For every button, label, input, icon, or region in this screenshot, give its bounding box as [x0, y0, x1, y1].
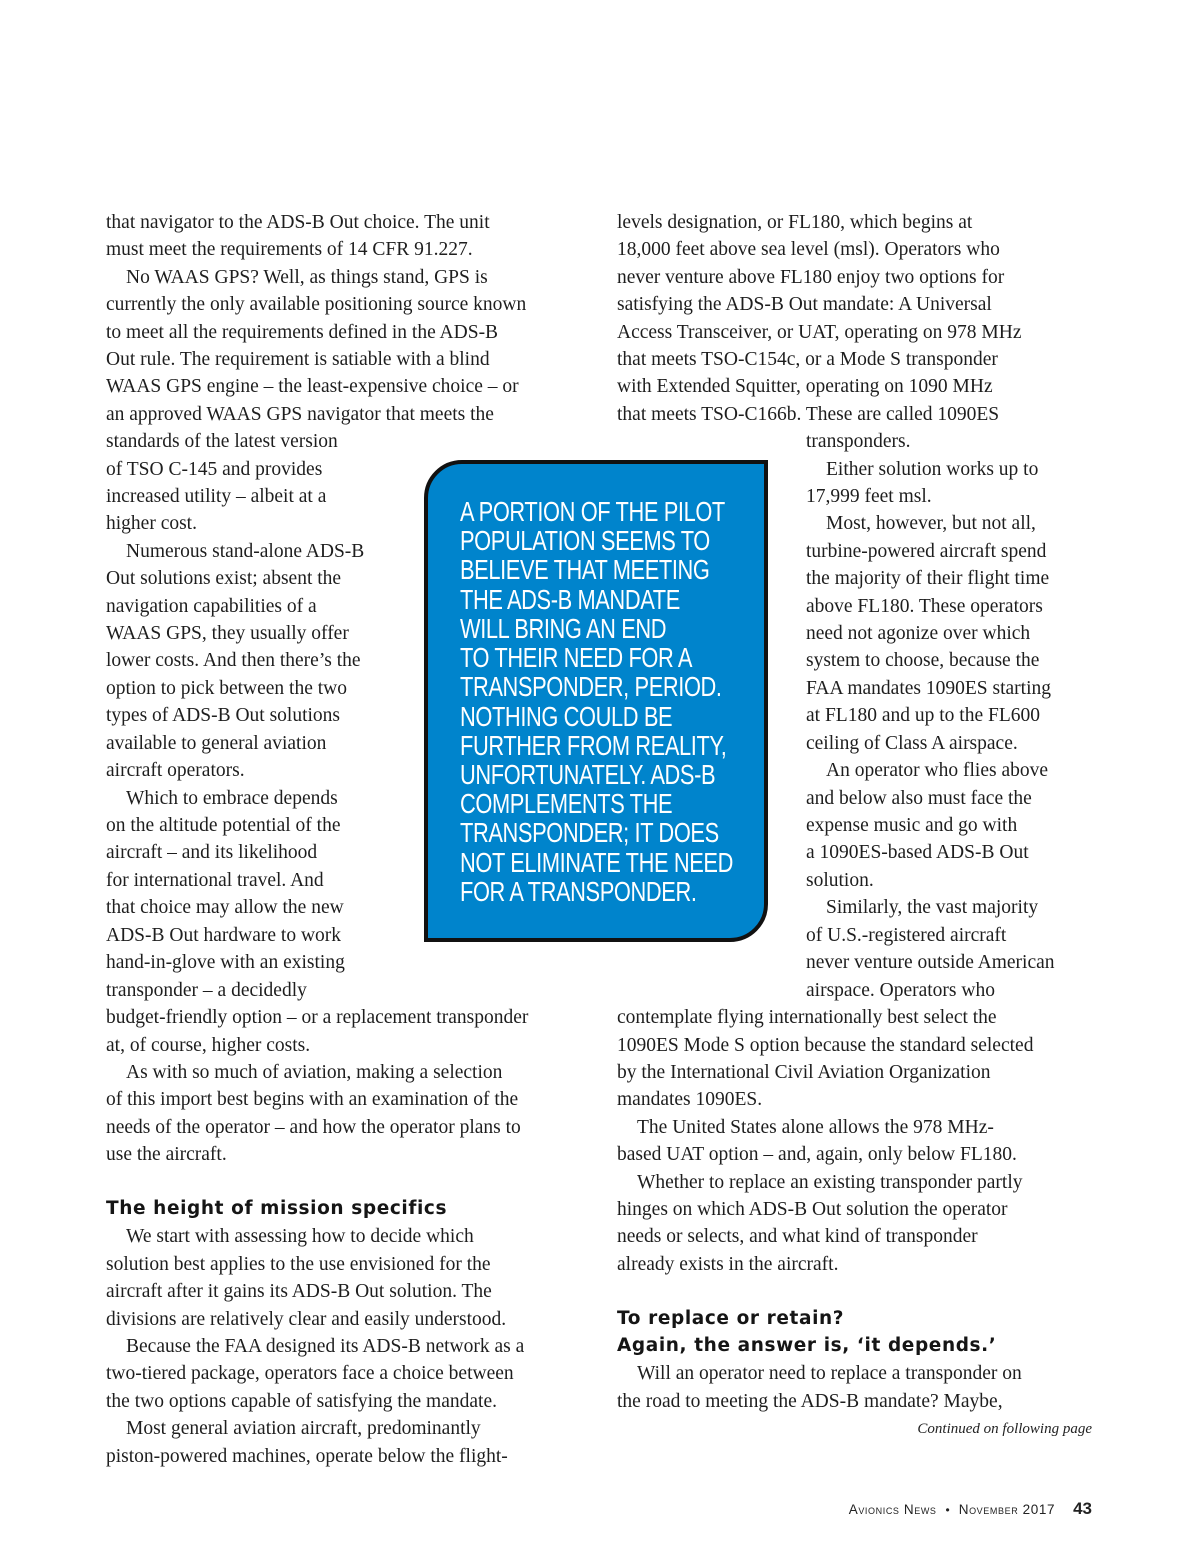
body-line: lower costs. And then there’s the — [106, 650, 361, 671]
pull-quote-line: COMPLEMENTS THE — [460, 788, 673, 819]
body-line: Access Transceiver, or UAT, operating on 978 MHz — [617, 322, 1022, 343]
page-footer — [849, 1499, 1092, 1519]
body-line: of U.S.-registered aircraft — [806, 925, 1007, 946]
body-line: navigation capabilities of a — [106, 596, 317, 617]
body-line: based UAT option – and, again, only below FL180. — [617, 1144, 1017, 1165]
body-line: solution. — [806, 870, 874, 891]
body-line: an approved WAAS GPS navigator that meets the — [106, 404, 494, 425]
pull-quote-line: POPULATION SEEMS TO — [460, 525, 710, 556]
body-line: with Extended Squitter, operating on 1090 MHz — [617, 376, 993, 397]
body-line: use the aircraft. — [106, 1144, 227, 1165]
body-line: The United States alone allows the 978 MHz- — [637, 1117, 994, 1138]
body-line: 17,999 feet msl. — [806, 486, 932, 507]
body-line: by the International Civil Aviation Organization — [617, 1062, 991, 1083]
body-line: the two options capable of satisfying the mandate. — [106, 1391, 497, 1412]
body-line: Which to embrace depends — [126, 788, 338, 809]
body-line: hand-in-glove with an existing — [106, 952, 345, 973]
body-line: ADS-B Out hardware to work — [106, 925, 342, 946]
body-line: at FL180 and up to the FL600 — [806, 705, 1040, 726]
pull-quote-line: NOTHING COULD BE — [460, 701, 673, 732]
body-line: above FL180. These operators — [806, 596, 1043, 617]
body-line: aircraft operators. — [106, 760, 245, 781]
pull-quote-line: WILL BRING AN END — [460, 613, 667, 644]
pull-quote-line: TRANSPONDER; IT DOES — [460, 817, 719, 848]
body-line: types of ADS-B Out solutions — [106, 705, 341, 726]
body-line: No WAAS GPS? Well, as things stand, GPS is — [126, 267, 488, 288]
body-line: ceiling of Class A airspace. — [806, 733, 1018, 754]
body-line: that navigator to the ADS-B Out choice. The unit — [106, 212, 490, 233]
body-line: already exists in the aircraft. — [617, 1254, 839, 1275]
body-line: FAA mandates 1090ES starting — [806, 678, 1051, 699]
body-line: contemplate flying internationally best select the — [617, 1007, 997, 1028]
pull-quote-line: THE ADS-B MANDATE — [460, 584, 680, 615]
pull-quote-line: UNFORTUNATELY. ADS-B — [460, 759, 716, 790]
pull-quote-line: FURTHER FROM REALITY, — [460, 730, 727, 761]
body-line: option to pick between the two — [106, 678, 347, 699]
body-line: mandates 1090ES. — [617, 1089, 763, 1110]
body-line: transponder – a decidedly — [106, 980, 307, 1001]
body-line: Because the FAA designed its ADS-B network as a — [126, 1336, 525, 1357]
body-line: levels designation, or FL180, which begins at — [617, 212, 973, 233]
body-line: Numerous stand-alone ADS-B — [126, 541, 365, 562]
body-line: As with so much of aviation, making a selection — [126, 1062, 503, 1083]
pull-quote-line: FOR A TRANSPONDER. — [460, 876, 697, 907]
pull-quote-line: A PORTION OF THE PILOT — [460, 496, 725, 527]
body-line: available to general aviation — [106, 733, 327, 754]
body-line: the majority of their flight time — [806, 568, 1050, 589]
body-line: that meets TSO-C166b. These are called 1090ES — [617, 404, 1000, 425]
body-line: Similarly, the vast majority — [826, 897, 1039, 918]
body-line: Most general aviation aircraft, predominantly — [126, 1418, 481, 1439]
body-line: needs or selects, and what kind of transponder — [617, 1226, 978, 1247]
body-line: never venture above FL180 enjoy two options for — [617, 267, 1005, 288]
body-line: hinges on which ADS-B Out solution the operator — [617, 1199, 1008, 1220]
body-line: aircraft – and its likelihood — [106, 842, 318, 863]
body-line: piston-powered machines, operate below the flight- — [106, 1446, 508, 1467]
body-line: a 1090ES-based ADS-B Out — [806, 842, 1029, 863]
body-line: Most, however, but not all, — [826, 513, 1036, 534]
body-line: currently the only available positioning source known — [106, 294, 527, 315]
body-line: on the altitude potential of the — [106, 815, 341, 836]
body-line: of this import best begins with an examination of the — [106, 1089, 519, 1110]
pull-quote-line: TO THEIR NEED FOR A — [460, 642, 693, 673]
publication-name: Avionics News — [848, 1502, 937, 1517]
body-line: Will an operator need to replace a transponder on — [637, 1363, 1022, 1384]
body-line: 1090ES Mode S option because the standard selected — [617, 1035, 1034, 1056]
body-line: aircraft after it gains its ADS-B Out solution. The — [106, 1281, 492, 1302]
body-line: to meet all the requirements defined in the ADS-B — [106, 322, 499, 343]
issue-date: November 2017 — [958, 1502, 1056, 1517]
body-line: the road to meeting the ADS-B mandate? Maybe, — [617, 1391, 1003, 1412]
body-line: need not agonize over which — [806, 623, 1031, 644]
body-line: must meet the requirements of 14 CFR 91.227. — [106, 239, 473, 260]
body-line: increased utility – albeit at a — [106, 486, 327, 507]
body-line: WAAS GPS, they usually offer — [106, 623, 349, 644]
body-line: at, of course, higher costs. — [106, 1035, 311, 1056]
body-line: satisfying the ADS-B Out mandate: A Universal — [617, 294, 992, 315]
pull-quote-line: TRANSPONDER, PERIOD. — [460, 671, 722, 702]
body-line: system to choose, because the — [806, 650, 1040, 671]
continued-note: Continued on following page — [917, 1421, 1092, 1437]
body-line: We start with assessing how to decide which — [126, 1226, 474, 1247]
section-heading: To replace or retain? — [617, 1308, 845, 1329]
body-line: of TSO C-145 and provides — [106, 459, 323, 480]
body-line: WAAS GPS engine – the least-expensive choice – or — [106, 376, 519, 397]
body-line: needs of the operator – and how the operator plans to — [106, 1117, 521, 1138]
section-heading: The height of mission specifics — [106, 1198, 448, 1219]
body-line: Either solution works up to — [826, 459, 1039, 480]
body-line: An operator who flies above — [826, 760, 1049, 781]
body-line: divisions are relatively clear and easily understood. — [106, 1309, 507, 1330]
page-number: 43 — [1073, 1499, 1092, 1518]
body-line: turbine-powered aircraft spend — [806, 541, 1047, 562]
footer-separator: • — [945, 1503, 950, 1517]
body-line: transponders. — [806, 431, 911, 452]
section-heading: Again, the answer is, ‘it depends.’ — [617, 1335, 997, 1356]
body-line: standards of the latest version — [106, 431, 338, 452]
body-line: 18,000 feet above sea level (msl). Operators who — [617, 239, 1000, 260]
body-line: two-tiered package, operators face a choice between — [106, 1363, 514, 1384]
body-line: Whether to replace an existing transponder partly — [637, 1172, 1023, 1193]
body-line: expense music and go with — [806, 815, 1018, 836]
body-line: Out solutions exist; absent the — [106, 568, 342, 589]
body-line: higher cost. — [106, 513, 197, 534]
body-line: Out rule. The requirement is satiable with a blind — [106, 349, 490, 370]
body-line: budget-friendly option – or a replacement transponder — [106, 1007, 529, 1028]
body-line: solution best applies to the use envisioned for the — [106, 1254, 491, 1275]
pull-quote-line: NOT ELIMINATE THE NEED — [460, 847, 733, 878]
body-line: that choice may allow the new — [106, 897, 344, 918]
body-line: never venture outside American — [806, 952, 1055, 973]
body-line: airspace. Operators who — [806, 980, 995, 1001]
body-line: that meets TSO-C154c, or a Mode S transponder — [617, 349, 998, 370]
body-line: and below also must face the — [806, 788, 1032, 809]
body-line: for international travel. And — [106, 870, 324, 891]
pull-quote-line: BELIEVE THAT MEETING — [460, 554, 710, 585]
